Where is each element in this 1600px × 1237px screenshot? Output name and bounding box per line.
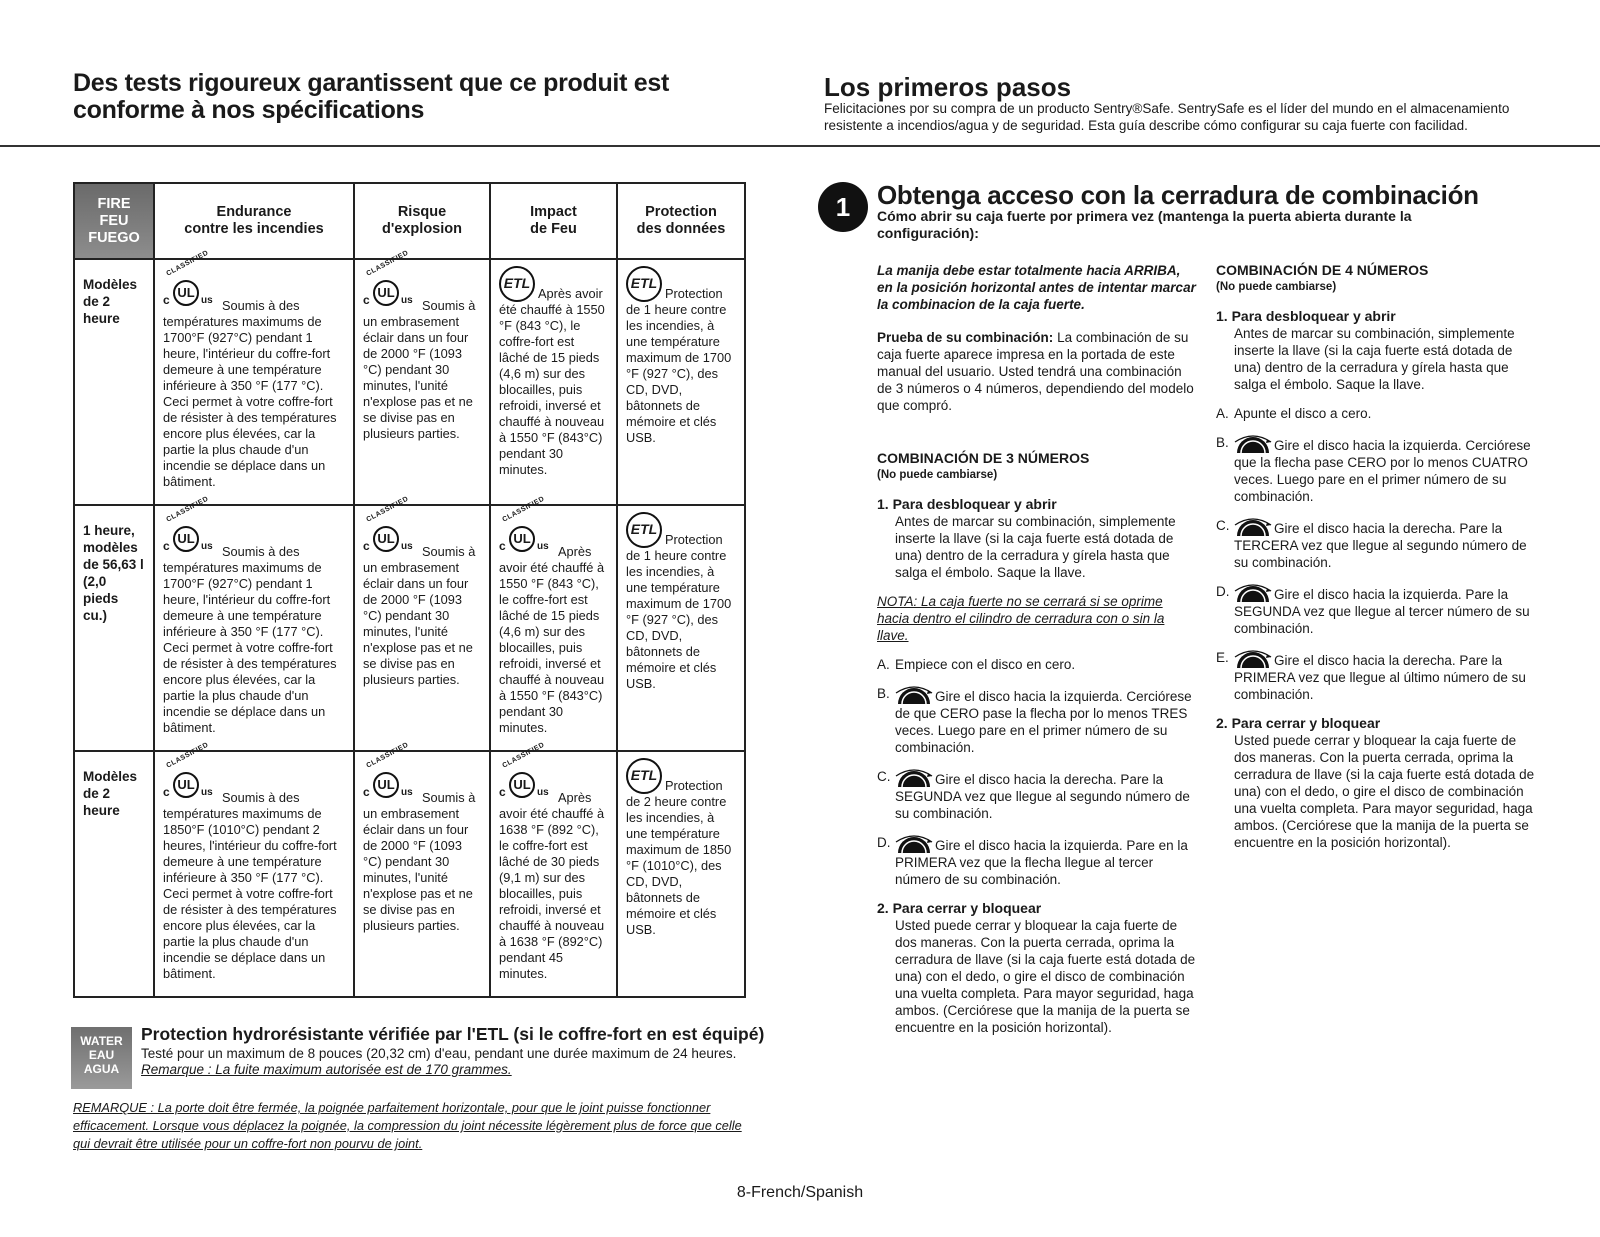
combo4-lock-title: 2. Para cerrar y bloquear [1216,715,1381,731]
header-data-protection: Protection des données [617,183,745,259]
cell-text: Soumis à un embrasement éclair dans un four de 2000 °F (1093 °C) pendant 30 minutes, l'unité n'explose pas et ne se divise pas en plusieurs parties. [363,298,476,441]
combo4-lock-text: Usted puede cerrar y bloquear la caja fuerte de dos maneras. Con la puerta cerrada, oprima la cerradura de llave (si la caja fuerte está dotada de una) con el dedo, o gire el disco de combinación una vuelta completa. Para mayor seguridad, haga ambos. (Cerciórese que la manija de la puerta se encuentre en la posición horizontal). [1234,733,1535,850]
test-label: Prueba de su combinación: [877,330,1054,345]
combination-step [1216,649,1536,703]
step-text: Apunte el disco a cero. [1234,406,1372,421]
step-text: Gire el disco hacia la izquierda. Pare en la PRIMERA vez que la flecha llegue al tercer número de su combinación. [895,838,1188,887]
combo4-column [1216,262,1536,863]
cell-text: Après avoir été chauffé à 1550 °F (843 °C), le coffre-fort est lâché de 15 pieds (4,6 m) sur des blocailles, puis refroidi, inversé et chauffé à nouveau à 1550 °F (843°C) pendant 30 minutes. [499,544,605,735]
table-cell [154,741,354,997]
combination-dial-icon [1234,517,1272,537]
combination-dial-icon [1234,434,1272,454]
step-letter: E. [1216,650,1229,665]
row-label: Modèles de 2 heure [74,751,154,997]
combo4-unlock-title: 1. Para desbloquear y abrir [1216,308,1396,324]
step-body [1234,583,1536,637]
step-body [895,768,1197,822]
right-intro: Felicitaciones por su compra de un producto Sentry®Safe. SentrySafe es el líder del mundo en el almacenamiento resistente a incendios/agua y de seguridad. Esta guía describe cómo configurar su caja fuerte con facilidad. [824,101,1510,133]
step-letter: B. [877,686,890,701]
table-cell [154,249,354,505]
ul-classified-icon: CLASSIFIED c UL us [163,249,213,307]
cell-text: Protection de 1 heure contre les incendies, à une température maximum de 1700 °F (927 °C), des CD, DVD, bâtonnets de mémoire et clés USB. [626,286,732,445]
ul-classified-icon: CLASSIFIED c UL us [363,495,413,553]
step-text: Gire el disco hacia la derecha. Pare la SEGUNDA vez que llegue al segundo número de su combinación. [895,772,1190,821]
water-badge: WATER EAU AGUA [71,1027,132,1089]
combination-dial-icon [895,768,933,788]
combo4-unlock-text: Antes de marcar su combinación, simplemente inserte la llave (si la caja fuerte está dotada de una) dentro de la cerradura y gírela hasta que salga el émbolo. Saque la llave. [1234,326,1515,392]
step-body [895,685,1197,756]
table-row [74,259,745,505]
step-text: Gire el disco hacia la izquierda. Pare la SEGUNDA vez que llegue al tercer número de su combinación. [1234,587,1530,636]
right-page-title: Los primeros pasos [824,72,1072,102]
combination-step [877,685,1197,756]
combo3-lock-title: 2. Para cerrar y bloquear [877,900,1042,916]
water-protection-note: Remarque : La fuite maximum autorisée est de 170 grammes. [141,1062,512,1077]
cell-text: Après avoir été chauffé à 1638 °F (892 °C), le coffre-fort est lâché de 30 pieds (9,1 m) sur des blocailles, puis refroidi, inversé et chauffé à nouveau à 1638 °F (892°C) pendant 45 minutes. [499,790,605,981]
combo3-nota: NOTA: La caja fuerte no se cerrará si se oprime hacia dentro el cilindro de cerradura con o sin la llave. [877,594,1165,643]
etl-listed-icon: ETL [626,758,662,794]
ul-classified-icon: CLASSIFIED c UL us [163,741,213,799]
combo4-note: (No puede cambiarse) [1216,281,1337,293]
water-protection-title: Protection hydrorésistante vérifiée par l'ETL (si le coffre-fort en est équipé) [141,1024,765,1044]
step-body [1234,434,1536,505]
step-letter: A. [877,657,890,672]
combination-dial-icon [895,834,933,854]
combination-dial-icon [895,685,933,705]
water-protection-text: Testé pour un maximum de 8 pouces (20,32 cm) d'eau, pendant une durée maximum de 24 heures. [141,1046,737,1061]
step-body [895,834,1197,888]
combination-step [1216,517,1536,571]
step-letter: D. [877,835,891,850]
combination-step [1216,583,1536,637]
step-text: Gire el disco hacia la derecha. Pare la TERCERA vez que llegue al segundo número de su combinación. [1234,521,1527,570]
fire-badge: FIRE FEU FUEGO [74,183,154,259]
table-cell [354,741,490,997]
etl-listed-icon: ETL [499,266,535,302]
ul-classified-icon: CLASSIFIED c UL us [163,495,213,553]
combination-step [877,656,1197,673]
cell-text: Protection de 1 heure contre les incendies, à une température maximum de 1700 °F (927 °C), des CD, DVD, bâtonnets de mémoire et clés USB. [626,532,732,691]
step-text: Gire el disco hacia la izquierda. Cerciórese que la flecha pase CERO por lo menos CUATRO veces. Luego pare en el primer número de su combinación. [1234,438,1531,504]
cell-text: Soumis à des températures maximums de 1700°F (927°C) pendant 1 heure, l'intérieur du coffre-fort demeure à une température inférieure à 350 °F (177 °C). Ceci permet à votre coffre-fort de résister à des températures encore plus élevées, car la partie la plus chaude d'un incendie se déplace dans un bâtiment. [163,544,337,735]
step-letter: A. [1216,406,1229,421]
combo3-unlock-title: 1. Para desbloquear y abrir [877,496,1057,512]
table-cell [617,505,745,751]
table-row [74,751,745,997]
ul-classified-icon: CLASSIFIED c UL us [363,741,413,799]
combination-dial-icon [1234,583,1272,603]
remarque-note: REMARQUE : La porte doit être fermée, la poignée parfaitement horizontale, pour que le joint puisse fonctionner efficacement. Lorsque vous déplacez la poignée, la compression du joint nécessite légèrement plus de force que celle qui devrait être utilisée pour un coffre-fort non pourvu de joint. [73,1100,742,1151]
cell-text: Protection de 2 heure contre les incendies, à une température maximum de 1850 °F (1010°C), des CD, DVD, bâtonnets de mémoire et clés USB. [626,778,732,937]
cell-text: Après avoir été chauffé à 1550 °F (843 °C), le coffre-fort est lâché de 15 pieds (4,6 m) sur des blocailles, puis refroidi, inversé et chauffé à nouveau à 1550 °F (843°C) pendant 30 minutes. [499,286,605,477]
step-body [1234,405,1371,422]
table-header-row [74,183,745,259]
step-text: Gire el disco hacia la izquierda. Cerciórese de que CERO pase la flecha por lo menos TRES veces. Luego pare en el primer número de su combinación. [895,689,1192,755]
step-subtitle: Cómo abrir su caja fuerte por primera vez (mantenga la puerta abierta durante la configuración): [877,208,1412,241]
combo3-lock-text: Usted puede cerrar y bloquear la caja fuerte de dos maneras. Con la puerta cerrada, oprima la cerradura de llave (si la caja fuerte está dotada de una) con el dedo, o gire el disco de combinación una vuelta completa. Para mayor seguridad, haga ambos. (Cerciórese que la manija de la puerta se encuentre en la posición horizontal). [895,918,1196,1035]
left-page-title: Des tests rigoureux garantissent que ce produit est conforme à nos spécifications [73,69,669,124]
combo3-note: (No puede cambiarse) [877,469,998,481]
etl-listed-icon: ETL [626,512,662,548]
test-combination [877,329,1197,414]
etl-listed-icon: ETL [626,266,662,302]
specifications-table [73,182,746,998]
test-text: La combinación de su caja fuerte aparece impresa en la portada de este manual del usuario. Usted tendrá una combinación de 3 números o 4 números, dependiendo del modelo que compró. [877,330,1194,413]
header-explosion: Risque d'explosion [354,183,490,259]
step-title: Obtenga acceso con la cerradura de combinación [877,180,1479,210]
combination-step [877,768,1197,822]
header-impact: Impact de Feu [490,183,617,259]
combination-step [877,834,1197,888]
table-cell [490,259,617,505]
table-cell [354,249,490,505]
handle-warning: La manija debe estar totalmente hacia ARRIBA, en la posición horizontal antes de intentar marcar la combinacion de la caja fuerte. [877,263,1196,312]
combo3-unlock-text: Antes de marcar su combinación, simplemente inserte la llave (si la caja fuerte está dotada de una) dentro de la cerradura y gírela hasta que salga el émbolo. Saque la llave. [895,514,1176,580]
cell-text: Soumis à un embrasement éclair dans un four de 2000 °F (1093 °C) pendant 30 minutes, l'unité n'explose pas et ne se divise pas en plusieurs parties. [363,790,476,933]
step-letter: B. [1216,435,1229,450]
page-number: 8-French/Spanish [736,1184,864,1201]
cell-text: Soumis à des températures maximums de 1850°F (1010°C) pendant 2 heures, l'intérieur du coffre-fort demeure à une température inférieure à 350 °F (177 °C). Ceci permet à votre coffre-fort de résister à des températures encore plus élevées, car la partie la plus chaude d'un incendie se déplace dans un bâtiment. [163,790,337,981]
ul-classified-icon: CLASSIFIED c UL us [363,249,413,307]
step-body [1234,649,1536,703]
table-row [74,505,745,751]
combination-step [1216,405,1536,422]
cell-text: Soumis à un embrasement éclair dans un four de 2000 °F (1093 °C) pendant 30 minutes, l'unité n'explose pas et ne se divise pas en plusieurs parties. [363,544,476,687]
combination-dial-icon [1234,649,1272,669]
table-cell [617,751,745,997]
ul-classified-icon: CLASSIFIED c UL us [499,741,549,799]
combination-step [1216,434,1536,505]
cell-text: Soumis à des températures maximums de 1700°F (927°C) pendant 1 heure, l'intérieur du coffre-fort demeure à une température inférieure à 350 °F (177 °C). Ceci permet à votre coffre-fort de résister à des températures encore plus élevées, car la partie la plus chaude d'un incendie se déplace dans un bâtiment. [163,298,337,489]
step-number-badge: 1 [818,182,868,232]
table-cell [490,741,617,997]
ul-classified-icon: CLASSIFIED c UL us [499,495,549,553]
step-body [895,656,1075,673]
step-body [1234,517,1536,571]
combo3-title: COMBINACIÓN DE 3 NÚMEROS [877,450,1090,466]
row-label: Modèles de 2 heure [74,259,154,505]
step-text: Gire el disco hacia la derecha. Pare la PRIMERA vez que llegue al último número de su combinación. [1234,653,1526,702]
table-cell [154,495,354,751]
step-text: Empiece con el disco en cero. [895,657,1076,672]
step-letter: C. [877,769,891,784]
step-letter: D. [1216,584,1230,599]
row-label: 1 heure, modèles de 56,63 l (2,0 pieds cu.) [74,505,154,751]
step-letter: C. [1216,518,1230,533]
header-divider [0,145,1600,147]
table-cell [617,259,745,505]
table-cell [354,495,490,751]
combo3-column [877,262,1197,1048]
table-cell [490,495,617,751]
combo4-title: COMBINACIÓN DE 4 NÚMEROS [1216,262,1429,278]
header-endurance: Endurance contre les incendies [154,183,354,259]
